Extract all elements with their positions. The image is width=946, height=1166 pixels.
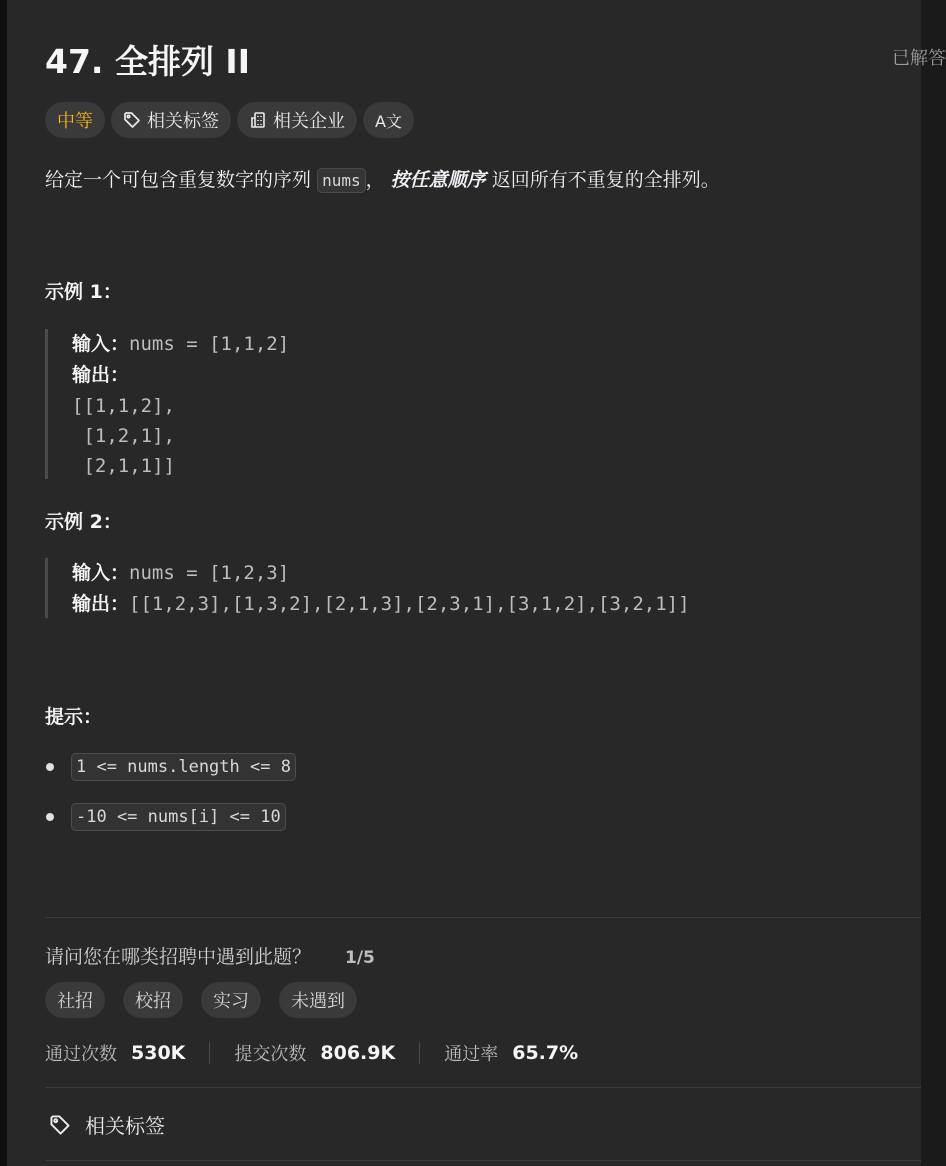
topics-tag-label: 相关标签 [147,111,219,132]
divider [45,1087,921,1088]
solved-status: 已解答 [892,48,946,69]
survey-options [45,982,357,1018]
companies-tag-label: 相关企业 [273,111,345,132]
example-1-input-line [72,329,289,360]
constraints-heading: 提示： [45,706,103,728]
survey-count: 1/5 [345,948,375,968]
constraint-code: 1 <= nums.length <= 8 [71,753,296,781]
survey-question-text: 请问您在哪类招聘中遇到此题？ [45,946,312,968]
accepted-label: 通过次数 [45,1044,117,1065]
survey-option-campus[interactable]: 校招 [123,982,183,1018]
example-2-input-value: nums = [1,2,3] [129,562,290,584]
submissions-value: 806.9K [320,1042,396,1064]
example-2-block [45,558,690,618]
example-1-heading: 示例 1： [45,281,122,303]
stat-separator [419,1042,420,1064]
related-topics-toggle[interactable] [49,1110,165,1139]
survey-question [45,942,375,969]
translate-button[interactable] [363,102,414,138]
example-2-output-line [72,589,690,620]
example-1-output-line-2: [1,2,1], [72,425,175,447]
acceptance-rate-label: 通过率 [444,1044,499,1065]
example-1-output-line [72,360,289,391]
example-2-output-value: [[1,2,3],[1,3,2],[2,1,3],[2,3,1],[3,1,2],[3,2,1]] [129,593,690,615]
acceptance-rate-value: 65.7% [512,1042,579,1064]
left-rail [0,0,7,1166]
example-2-input-line [72,558,690,589]
constraint-item [45,802,296,832]
building-icon [249,111,267,129]
tag-icon [49,1114,71,1136]
description-emphasis: 按任意顺序 [390,169,486,191]
submissions-label: 提交次数 [234,1044,307,1065]
accepted-value: 530K [131,1042,186,1064]
example-1-input-value: nums = [1,1,2] [129,333,290,355]
companies-tag-button[interactable] [237,102,357,138]
submission-stats [45,1040,578,1066]
translate-icon: A文 [375,111,402,131]
example-2-output-label: 输出： [72,594,130,615]
bullet-icon [46,813,54,821]
example-2-input-label: 输入： [72,563,130,584]
example-2-heading: 示例 2： [45,511,122,533]
example-1-output-line-1: [[1,1,2], [72,395,175,417]
example-1-block [45,329,289,479]
bullet-icon [46,763,54,771]
description-comma: ， [365,169,385,191]
problem-tags [45,102,414,138]
example-1-input-label: 输入： [72,334,130,355]
constraint-item [45,752,296,782]
constraints-list [45,752,296,852]
divider [45,1160,921,1161]
divider [45,917,921,918]
example-1-output-label: 输出： [72,365,130,386]
description-prefix: 给定一个可包含重复数字的序列 [45,169,312,191]
related-topics-label: 相关标签 [85,1114,165,1138]
topics-tag-button[interactable] [111,102,231,138]
description-code: nums [317,168,366,193]
survey-option-not-encountered[interactable]: 未遇到 [279,982,357,1018]
problem-description-panel [7,0,946,1166]
survey-option-social[interactable]: 社招 [45,982,105,1018]
constraint-code: -10 <= nums[i] <= 10 [71,803,286,831]
difficulty-badge[interactable]: 中等 [45,102,105,138]
description-suffix: 返回所有不重复的全排列。 [491,169,720,191]
problem-description [45,166,720,195]
example-1-output-line-3: [2,1,1]] [72,455,175,477]
survey-option-internship[interactable]: 实习 [201,982,261,1018]
problem-title: 47. 全排列 II [45,42,250,81]
stat-separator [209,1042,210,1064]
tag-icon [123,111,141,129]
